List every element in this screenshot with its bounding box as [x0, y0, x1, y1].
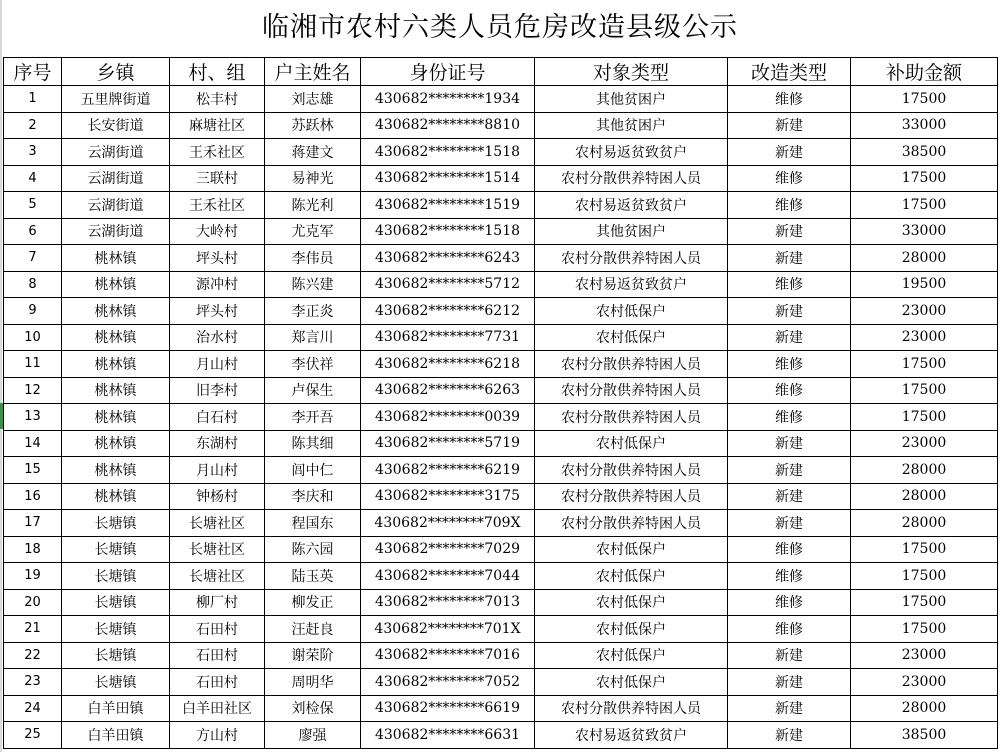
cell-seq[interactable]: 13	[4, 404, 62, 431]
table-row	[4, 377, 998, 404]
cell-seq[interactable]: 3	[4, 139, 62, 166]
cell-subsidy-amount[interactable]: 17500	[851, 404, 998, 431]
cell-village[interactable]: 王禾社区	[170, 139, 265, 166]
cell-seq[interactable]: 14	[4, 430, 62, 457]
cell-seq[interactable]: 7	[4, 245, 62, 272]
cell-target-type[interactable]: 农村分散供养特困人员	[535, 377, 728, 404]
cell-householder[interactable]: 刘志雄	[265, 86, 361, 113]
cell-village[interactable]: 坪头村	[170, 298, 265, 325]
cell-renovation-type[interactable]: 维修	[728, 351, 851, 378]
header-householder: 户主姓名	[265, 58, 361, 86]
cell-subsidy-amount[interactable]: 23000	[851, 298, 998, 325]
cell-id-number[interactable]: 430682********5712	[361, 271, 535, 298]
cell-renovation-type[interactable]: 新建	[728, 324, 851, 351]
cell-householder[interactable]: 尤克军	[265, 218, 361, 245]
cell-id-number[interactable]: 430682********1934	[361, 86, 535, 113]
cell-subsidy-amount[interactable]: 28000	[851, 510, 998, 537]
cell-renovation-type[interactable]: 维修	[728, 589, 851, 616]
cell-id-number[interactable]: 430682********1519	[361, 192, 535, 219]
cell-township[interactable]: 长塘镇	[62, 642, 170, 669]
table-row	[4, 351, 998, 378]
cell-township[interactable]: 五里牌街道	[62, 86, 170, 113]
cell-township[interactable]: 长塘镇	[62, 536, 170, 563]
cell-id-number[interactable]: 430682********3175	[361, 483, 535, 510]
header-township: 乡镇	[62, 58, 170, 86]
table-row	[4, 457, 998, 484]
cell-seq[interactable]: 18	[4, 536, 62, 563]
cell-id-number[interactable]: 430682********7013	[361, 589, 535, 616]
cell-householder[interactable]: 廖强	[265, 722, 361, 749]
cell-seq[interactable]: 9	[4, 298, 62, 325]
cell-renovation-type[interactable]: 新建	[728, 430, 851, 457]
cell-subsidy-amount[interactable]: 33000	[851, 218, 998, 245]
subsidy-table	[3, 57, 998, 749]
cell-renovation-type[interactable]: 维修	[728, 271, 851, 298]
cell-householder[interactable]: 郑言川	[265, 324, 361, 351]
cell-subsidy-amount[interactable]: 38500	[851, 722, 998, 749]
cell-township[interactable]: 白羊田镇	[62, 695, 170, 722]
cell-seq[interactable]: 23	[4, 669, 62, 696]
cell-seq[interactable]: 25	[4, 722, 62, 749]
cell-renovation-type[interactable]: 新建	[728, 510, 851, 537]
cell-id-number[interactable]: 430682********1514	[361, 165, 535, 192]
cell-renovation-type[interactable]: 维修	[728, 86, 851, 113]
cell-seq[interactable]: 5	[4, 192, 62, 219]
cell-target-type[interactable]: 农村低保户	[535, 563, 728, 590]
cell-renovation-type[interactable]: 维修	[728, 165, 851, 192]
table-row	[4, 563, 998, 590]
cell-seq[interactable]: 2	[4, 112, 62, 139]
cell-subsidy-amount[interactable]: 28000	[851, 695, 998, 722]
cell-renovation-type[interactable]: 维修	[728, 404, 851, 431]
table-row	[4, 86, 998, 113]
cell-village[interactable]: 麻塘社区	[170, 112, 265, 139]
cell-township[interactable]: 长塘镇	[62, 669, 170, 696]
cell-target-type[interactable]: 农村低保户	[535, 324, 728, 351]
cell-township[interactable]: 桃林镇	[62, 298, 170, 325]
cell-subsidy-amount[interactable]: 33000	[851, 112, 998, 139]
cell-village[interactable]: 方山村	[170, 722, 265, 749]
header-renovation-type: 改造类型	[728, 58, 851, 86]
cell-target-type[interactable]: 农村易返贫致贫户	[535, 139, 728, 166]
cell-renovation-type[interactable]: 维修	[728, 536, 851, 563]
cell-householder[interactable]: 李庆和	[265, 483, 361, 510]
header-seq: 序号	[4, 58, 62, 86]
cell-seq[interactable]: 8	[4, 271, 62, 298]
cell-householder[interactable]: 李伏祥	[265, 351, 361, 378]
cell-target-type[interactable]: 其他贫困户	[535, 112, 728, 139]
table-row	[4, 642, 998, 669]
cell-village[interactable]: 钟杨村	[170, 483, 265, 510]
cell-village[interactable]: 长塘社区	[170, 563, 265, 590]
table-row	[4, 218, 998, 245]
cell-id-number[interactable]: 430682********6631	[361, 722, 535, 749]
cell-householder[interactable]: 陆玉英	[265, 563, 361, 590]
cell-householder[interactable]: 苏跃林	[265, 112, 361, 139]
cell-township[interactable]: 桃林镇	[62, 430, 170, 457]
cell-renovation-type[interactable]: 维修	[728, 377, 851, 404]
table-row	[4, 298, 998, 325]
cell-subsidy-amount[interactable]: 38500	[851, 139, 998, 166]
cell-subsidy-amount[interactable]: 23000	[851, 669, 998, 696]
page-title: 临湘市农村六类人员危房改造县级公示	[262, 12, 738, 43]
cell-id-number[interactable]: 430682********709X	[361, 510, 535, 537]
cell-village[interactable]: 石田村	[170, 616, 265, 643]
table-row	[4, 589, 998, 616]
cell-householder[interactable]: 周明华	[265, 669, 361, 696]
header-row	[4, 58, 998, 86]
header-village: 村、组	[170, 58, 265, 86]
table-row	[4, 324, 998, 351]
cell-township[interactable]: 桃林镇	[62, 457, 170, 484]
table-row	[4, 192, 998, 219]
cell-subsidy-amount[interactable]: 17500	[851, 563, 998, 590]
cell-seq[interactable]: 15	[4, 457, 62, 484]
cell-seq[interactable]: 19	[4, 563, 62, 590]
cell-village[interactable]: 治水村	[170, 324, 265, 351]
cell-id-number[interactable]: 430682********6619	[361, 695, 535, 722]
cell-seq[interactable]: 21	[4, 616, 62, 643]
cell-subsidy-amount[interactable]: 17500	[851, 616, 998, 643]
cell-township[interactable]: 长塘镇	[62, 589, 170, 616]
cell-renovation-type[interactable]: 新建	[728, 669, 851, 696]
cell-village[interactable]: 旧李村	[170, 377, 265, 404]
cell-subsidy-amount[interactable]: 19500	[851, 271, 998, 298]
cell-target-type[interactable]: 农村低保户	[535, 430, 728, 457]
header-id-number: 身份证号	[361, 58, 535, 86]
cell-target-type[interactable]: 农村低保户	[535, 536, 728, 563]
cell-target-type[interactable]: 农村分散供养特困人员	[535, 457, 728, 484]
cell-seq[interactable]: 20	[4, 589, 62, 616]
cell-householder[interactable]: 李伟员	[265, 245, 361, 272]
cell-subsidy-amount[interactable]: 28000	[851, 457, 998, 484]
cell-village[interactable]: 白羊田社区	[170, 695, 265, 722]
cell-township[interactable]: 桃林镇	[62, 245, 170, 272]
table-row	[4, 404, 998, 431]
cell-township[interactable]: 桃林镇	[62, 351, 170, 378]
cell-householder[interactable]: 谢荣阶	[265, 642, 361, 669]
cell-township[interactable]: 桃林镇	[62, 324, 170, 351]
cell-householder[interactable]: 卢保生	[265, 377, 361, 404]
cell-renovation-type[interactable]: 新建	[728, 722, 851, 749]
cell-target-type[interactable]: 农村低保户	[535, 642, 728, 669]
cell-seq[interactable]: 24	[4, 695, 62, 722]
cell-township[interactable]: 桃林镇	[62, 377, 170, 404]
cell-renovation-type[interactable]: 新建	[728, 457, 851, 484]
cell-householder[interactable]: 李开吾	[265, 404, 361, 431]
cell-renovation-type[interactable]: 新建	[728, 112, 851, 139]
cell-village[interactable]: 大岭村	[170, 218, 265, 245]
cell-id-number[interactable]: 430682********7052	[361, 669, 535, 696]
cell-householder[interactable]: 李正炎	[265, 298, 361, 325]
cell-householder[interactable]: 陈六园	[265, 536, 361, 563]
cell-renovation-type[interactable]: 新建	[728, 298, 851, 325]
cell-village[interactable]: 月山村	[170, 457, 265, 484]
table-row	[4, 669, 998, 696]
cell-renovation-type[interactable]: 新建	[728, 139, 851, 166]
cell-village[interactable]: 石田村	[170, 642, 265, 669]
cell-village[interactable]: 柳厂村	[170, 589, 265, 616]
cell-householder[interactable]: 易神光	[265, 165, 361, 192]
cell-householder[interactable]: 陈兴建	[265, 271, 361, 298]
cell-id-number[interactable]: 430682********8810	[361, 112, 535, 139]
cell-id-number[interactable]: 430682********1518	[361, 218, 535, 245]
table-row	[4, 616, 998, 643]
cell-id-number[interactable]: 430682********1518	[361, 139, 535, 166]
cell-id-number[interactable]: 430682********7044	[361, 563, 535, 590]
cell-renovation-type[interactable]: 新建	[728, 483, 851, 510]
table-row	[4, 139, 998, 166]
cell-target-type[interactable]: 农村易返贫致贫户	[535, 722, 728, 749]
cell-township[interactable]: 云湖街道	[62, 218, 170, 245]
cell-village[interactable]: 王禾社区	[170, 192, 265, 219]
cell-householder[interactable]: 汪赶良	[265, 616, 361, 643]
cell-village[interactable]: 长塘社区	[170, 510, 265, 537]
cell-id-number[interactable]: 430682********6263	[361, 377, 535, 404]
cell-village[interactable]: 源冲村	[170, 271, 265, 298]
cell-village[interactable]: 松丰村	[170, 86, 265, 113]
table-row	[4, 695, 998, 722]
cell-householder[interactable]: 柳发正	[265, 589, 361, 616]
cell-id-number[interactable]: 430682********6218	[361, 351, 535, 378]
cell-renovation-type[interactable]: 新建	[728, 642, 851, 669]
cell-subsidy-amount[interactable]: 17500	[851, 536, 998, 563]
cell-township[interactable]: 云湖街道	[62, 165, 170, 192]
cell-subsidy-amount[interactable]: 23000	[851, 642, 998, 669]
cell-target-type[interactable]: 农村分散供养特困人员	[535, 510, 728, 537]
cell-id-number[interactable]: 430682********6219	[361, 457, 535, 484]
cell-target-type[interactable]: 农村分散供养特困人员	[535, 695, 728, 722]
cell-village[interactable]: 白石村	[170, 404, 265, 431]
cell-target-type[interactable]: 农村低保户	[535, 298, 728, 325]
cell-seq[interactable]: 22	[4, 642, 62, 669]
table-row	[4, 112, 998, 139]
cell-id-number[interactable]: 430682********6212	[361, 298, 535, 325]
cell-village[interactable]: 东湖村	[170, 430, 265, 457]
cell-target-type[interactable]: 农村分散供养特困人员	[535, 245, 728, 272]
cell-subsidy-amount[interactable]: 17500	[851, 351, 998, 378]
cell-village[interactable]: 石田村	[170, 669, 265, 696]
cell-seq[interactable]: 10	[4, 324, 62, 351]
header-subsidy-amount: 补助金额	[851, 58, 998, 86]
cell-seq[interactable]: 12	[4, 377, 62, 404]
cell-renovation-type[interactable]: 新建	[728, 245, 851, 272]
table-body	[4, 86, 998, 749]
table-row	[4, 483, 998, 510]
cell-id-number[interactable]: 430682********0039	[361, 404, 535, 431]
cell-township[interactable]: 长安街道	[62, 112, 170, 139]
cell-target-type[interactable]: 农村分散供养特困人员	[535, 404, 728, 431]
cell-township[interactable]: 白羊田镇	[62, 722, 170, 749]
cell-id-number[interactable]: 430682********7731	[361, 324, 535, 351]
cell-target-type[interactable]: 农村低保户	[535, 616, 728, 643]
table-row	[4, 430, 998, 457]
cell-seq[interactable]: 17	[4, 510, 62, 537]
cell-householder[interactable]: 闾中仁	[265, 457, 361, 484]
cell-township[interactable]: 云湖街道	[62, 192, 170, 219]
cell-village[interactable]: 长塘社区	[170, 536, 265, 563]
cell-subsidy-amount[interactable]: 28000	[851, 245, 998, 272]
header-target-type: 对象类型	[535, 58, 728, 86]
cell-subsidy-amount[interactable]: 17500	[851, 192, 998, 219]
cell-target-type[interactable]: 其他贫困户	[535, 218, 728, 245]
cell-id-number[interactable]: 430682********7029	[361, 536, 535, 563]
cell-seq[interactable]: 16	[4, 483, 62, 510]
cell-subsidy-amount[interactable]: 28000	[851, 483, 998, 510]
cell-target-type[interactable]: 农村易返贫致贫户	[535, 271, 728, 298]
cell-householder[interactable]: 刘检保	[265, 695, 361, 722]
cell-township[interactable]: 云湖街道	[62, 139, 170, 166]
cell-householder[interactable]: 程国东	[265, 510, 361, 537]
cell-subsidy-amount[interactable]: 17500	[851, 165, 998, 192]
cell-township[interactable]: 桃林镇	[62, 271, 170, 298]
cell-target-type[interactable]: 农村分散供养特困人员	[535, 483, 728, 510]
cell-seq[interactable]: 4	[4, 165, 62, 192]
cell-renovation-type[interactable]: 维修	[728, 563, 851, 590]
cell-subsidy-amount[interactable]: 17500	[851, 86, 998, 113]
cell-target-type[interactable]: 农村低保户	[535, 589, 728, 616]
cell-householder[interactable]: 蒋建文	[265, 139, 361, 166]
cell-township[interactable]: 长塘镇	[62, 616, 170, 643]
cell-township[interactable]: 长塘镇	[62, 563, 170, 590]
cell-township[interactable]: 长塘镇	[62, 510, 170, 537]
cell-village[interactable]: 三联村	[170, 165, 265, 192]
cell-seq[interactable]: 1	[4, 86, 62, 113]
cell-township[interactable]: 桃林镇	[62, 483, 170, 510]
cell-renovation-type[interactable]: 新建	[728, 695, 851, 722]
cell-target-type[interactable]: 农村分散供养特困人员	[535, 165, 728, 192]
cell-householder[interactable]: 陈光利	[265, 192, 361, 219]
cell-seq[interactable]: 11	[4, 351, 62, 378]
cell-seq[interactable]: 6	[4, 218, 62, 245]
cell-township[interactable]: 桃林镇	[62, 404, 170, 431]
cell-village[interactable]: 坪头村	[170, 245, 265, 272]
table-row	[4, 271, 998, 298]
cell-id-number[interactable]: 430682********5719	[361, 430, 535, 457]
table-row	[4, 536, 998, 563]
cell-id-number[interactable]: 430682********701X	[361, 616, 535, 643]
cell-renovation-type[interactable]: 维修	[728, 192, 851, 219]
cell-renovation-type[interactable]: 新建	[728, 218, 851, 245]
table-row	[4, 722, 998, 749]
sheet-left-edge	[0, 0, 2, 752]
cell-target-type[interactable]: 农村低保户	[535, 669, 728, 696]
cell-subsidy-amount[interactable]: 17500	[851, 589, 998, 616]
cell-id-number[interactable]: 430682********7016	[361, 642, 535, 669]
table-row	[4, 165, 998, 192]
cell-target-type[interactable]: 农村易返贫致贫户	[535, 192, 728, 219]
table-row	[4, 510, 998, 537]
cell-subsidy-amount[interactable]: 23000	[851, 324, 998, 351]
cell-village[interactable]: 月山村	[170, 351, 265, 378]
cell-householder[interactable]: 陈其细	[265, 430, 361, 457]
cell-renovation-type[interactable]: 维修	[728, 616, 851, 643]
cell-id-number[interactable]: 430682********6243	[361, 245, 535, 272]
cell-target-type[interactable]: 其他贫困户	[535, 86, 728, 113]
cell-subsidy-amount[interactable]: 23000	[851, 430, 998, 457]
cell-target-type[interactable]: 农村分散供养特困人员	[535, 351, 728, 378]
table-row	[4, 245, 998, 272]
cell-subsidy-amount[interactable]: 17500	[851, 377, 998, 404]
